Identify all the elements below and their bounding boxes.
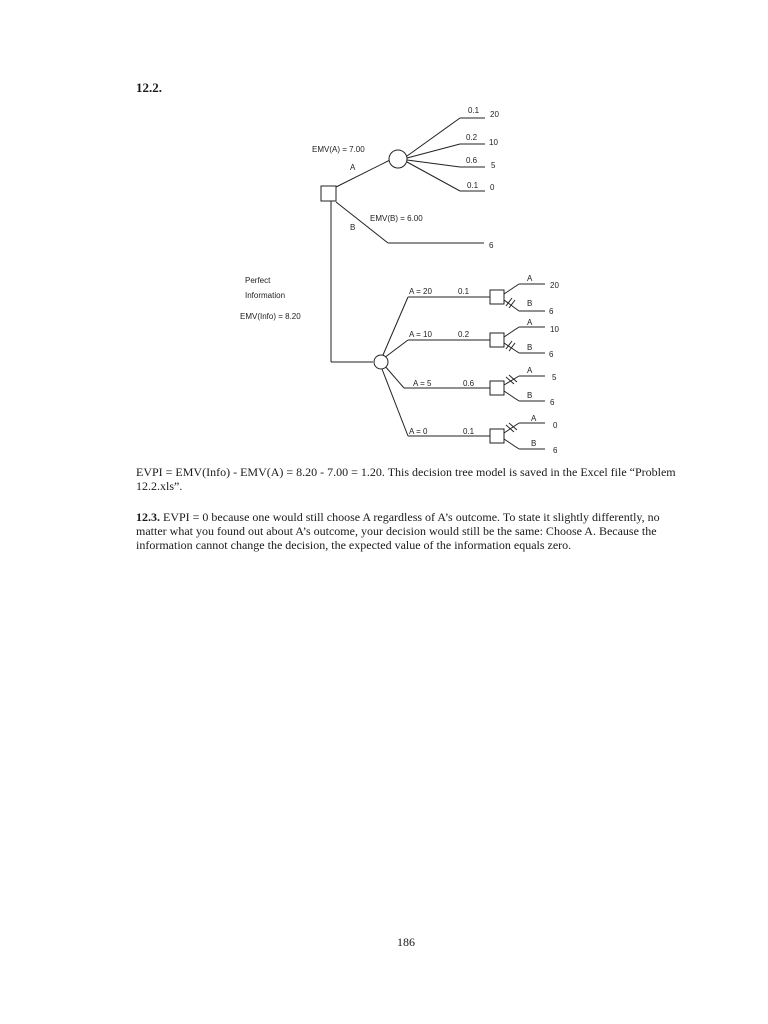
prob-label: 0.2 — [466, 133, 478, 142]
emv-a-label: EMV(A) = 7.00 — [312, 145, 365, 154]
sub-b-label: B — [527, 391, 533, 400]
sub-a-label: A — [527, 318, 533, 327]
sub-decision-4 — [490, 423, 545, 449]
payoff-label: 20 — [490, 110, 499, 119]
b-payoff: 6 — [489, 241, 494, 250]
problem-12-3-paragraph — [136, 510, 676, 552]
sub-decision-3 — [490, 375, 545, 401]
payoff-label: 10 — [489, 138, 498, 147]
sub-b-label: B — [531, 439, 537, 448]
sub-b-payoff: 6 — [549, 350, 554, 359]
sub-a-label: A — [527, 274, 533, 283]
sub-a-payoff: 10 — [550, 325, 559, 334]
info-prob-label: 0.2 — [458, 330, 470, 339]
sub-decision-1 — [490, 284, 545, 311]
sub-b-payoff: 6 — [553, 446, 558, 455]
info-prob-label: 0.1 — [463, 427, 475, 436]
chance-node-a — [389, 150, 407, 168]
perfect-label: Perfect — [245, 276, 271, 285]
info-branch-label: A = 0 — [409, 427, 428, 436]
info-branch-label: A = 20 — [409, 287, 432, 296]
prob-label: 0.1 — [467, 181, 479, 190]
section-heading: 12.2. — [136, 80, 162, 95]
sub-decision-2 — [490, 327, 545, 353]
emv-info-label: EMV(Info) = 8.20 — [240, 312, 301, 321]
chance-a-outcome-line — [407, 144, 460, 158]
problem-number: 12.3. — [136, 510, 160, 524]
emv-b-label: EMV(B) = 6.00 — [370, 214, 423, 223]
sub-b-label: B — [527, 299, 533, 308]
info-branch-line — [382, 369, 408, 436]
info-prob-label: 0.6 — [463, 379, 475, 388]
sub-a-payoff: 5 — [552, 373, 557, 382]
sub-a-label: A — [531, 414, 537, 423]
decision-tree-diagram — [0, 0, 768, 470]
root-decision-node — [321, 186, 336, 201]
chance-a-outcome-line — [407, 118, 460, 156]
sub-b-payoff: 6 — [550, 398, 555, 407]
branch-a-line — [336, 160, 390, 187]
sub-a-label: A — [527, 366, 533, 375]
info-branch-label: A = 10 — [409, 330, 432, 339]
page-number: 186 — [397, 935, 415, 949]
payoff-label: 0 — [490, 183, 495, 192]
sub-b-label: B — [527, 343, 533, 352]
info-branch-line — [384, 365, 404, 388]
info-prob-label: 0.1 — [458, 287, 470, 296]
branch-a-label: A — [350, 163, 356, 172]
sub-a-payoff: 0 — [553, 421, 558, 430]
chance-node-info — [374, 355, 388, 369]
info-branch-label: A = 5 — [413, 379, 432, 388]
evpi-paragraph: EVPI = EMV(Info) - EMV(A) = 8.20 - 7.00 = 1.20. This decision tree model is saved in the Excel file “Problem 12.2.xls”. — [136, 465, 676, 493]
branch-b-label: B — [350, 223, 356, 232]
sub-a-payoff: 20 — [550, 281, 559, 290]
payoff-label: 5 — [491, 161, 496, 170]
information-label: Information — [245, 291, 286, 300]
prob-label: 0.1 — [468, 106, 480, 115]
sub-b-payoff: 6 — [549, 307, 554, 316]
prob-label: 0.6 — [466, 156, 478, 165]
info-branch-line — [383, 297, 408, 355]
problem-12-3-text: EVPI = 0 because one would still choose A regardless of A’s outcome. To state it slightly differently, no matter what you found out about A’s outcome, your decision would still be the same: Choose A. Because the information cannot change the decision, the expected value of the information equals zero. — [136, 510, 660, 552]
info-branch-line — [384, 340, 408, 358]
